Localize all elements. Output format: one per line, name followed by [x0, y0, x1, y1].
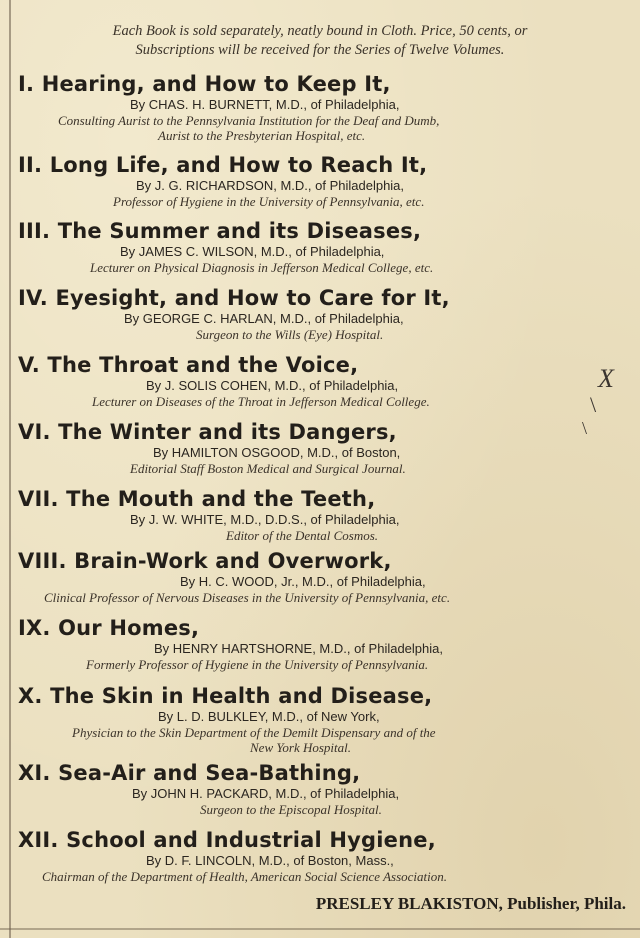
book-title: IX. Our Homes, — [18, 616, 200, 640]
book-author-role: Editorial Staff Boston Medical and Surgical Journal. — [130, 461, 406, 476]
book-entry-7 — [18, 486, 634, 543]
book-title: XII. School and Industrial Hygiene, — [18, 828, 436, 852]
intro-line-2: Subscriptions will be received for the Series of Twelve Volumes. — [135, 42, 505, 58]
book-title: II. Long Life, and How to Reach It, — [18, 153, 428, 177]
book-entry-1 — [18, 71, 634, 143]
book-author-role: Consulting Aurist to the Pennsylvania Institution for the Deaf and Dumb, — [58, 113, 440, 128]
book-author: By J. G. RICHARDSON, M.D., of Philadelphia, — [136, 178, 405, 193]
margin-mark-x: X — [598, 364, 614, 393]
book-title: VII. The Mouth and the Teeth, — [18, 487, 376, 511]
publisher-imprint: PRESLEY BLAKISTON, Publisher, Phila. — [315, 894, 626, 913]
book-title: VI. The Winter and its Dangers, — [18, 420, 397, 444]
book-entry-10 — [18, 683, 634, 755]
book-title: IV. Eyesight, and How to Care for It, — [18, 286, 450, 310]
margin-mark-stroke: \ — [582, 418, 588, 438]
book-author-role: Chairman of the Department of Health, American Social Science Association. — [42, 869, 447, 884]
book-author: By HAMILTON OSGOOD, M.D., of Boston, — [153, 445, 401, 460]
book-title: V. The Throat and the Voice, — [18, 353, 359, 377]
book-author: By JOHN H. PACKARD, M.D., of Philadelphia, — [132, 786, 400, 801]
book-title: VIII. Brain-Work and Overwork, — [18, 549, 392, 573]
book-title: I. Hearing, and How to Keep It, — [18, 72, 391, 96]
book-author: By L. D. BULKLEY, M.D., of New York, — [158, 709, 380, 724]
book-author-role: Surgeon to the Wills (Eye) Hospital. — [196, 327, 384, 342]
book-entry-2 — [18, 152, 634, 209]
book-author: By GEORGE C. HARLAN, M.D., of Philadelphia, — [124, 311, 404, 326]
book-entry-9 — [18, 615, 634, 672]
bottom-rule — [0, 928, 640, 930]
margin-mark-stroke: \ — [590, 392, 597, 417]
book-author-role: Lecturer on Diseases of the Throat in Jefferson Medical College. — [92, 394, 430, 409]
book-title: XI. Sea-Air and Sea-Bathing, — [18, 761, 361, 785]
book-author: By HENRY HARTSHORNE, M.D., of Philadelphia, — [154, 641, 443, 656]
book-author-role: Editor of the Dental Cosmos. — [226, 528, 379, 543]
book-author: By JAMES C. WILSON, M.D., of Philadelphia, — [120, 244, 385, 259]
left-rule — [9, 0, 11, 938]
book-author-role: Physician to the Skin Department of the Demilt Dispensary and of the — [72, 725, 436, 740]
intro-line-1: Each Book is sold separately, neatly bound in Cloth. Price, 50 cents, or — [112, 23, 528, 39]
book-author-role: Aurist to the Presbyterian Hospital, etc. — [158, 128, 366, 143]
book-title: X. The Skin in Health and Disease, — [18, 684, 433, 708]
book-author-role: New York Hospital. — [250, 740, 352, 755]
book-entry-12 — [18, 827, 634, 884]
book-entry-11 — [18, 760, 634, 817]
book-entry-3 — [18, 218, 634, 275]
book-entry-4 — [18, 285, 634, 342]
book-author: By J. SOLIS COHEN, M.D., of Philadelphia, — [146, 378, 399, 393]
book-author-role: Professor of Hygiene in the University of Pennsylvania, etc. — [113, 194, 425, 209]
book-entry-6 — [18, 419, 634, 476]
book-author-role: Formerly Professor of Hygiene in the University of Pennsylvania. — [86, 657, 429, 672]
intro-note — [0, 22, 640, 60]
book-author-role: Clinical Professor of Nervous Diseases in the University of Pennsylvania, etc. — [44, 590, 451, 605]
book-entry-5 — [18, 352, 634, 409]
book-author: By CHAS. H. BURNETT, M.D., of Philadelphia, — [130, 97, 400, 112]
book-author: By J. W. WHITE, M.D., D.D.S., of Philadelphia, — [130, 512, 400, 527]
book-author: By D. F. LINCOLN, M.D., of Boston, Mass., — [146, 853, 394, 868]
book-author-role: Surgeon to the Episcopal Hospital. — [200, 802, 382, 817]
book-title: III. The Summer and its Diseases, — [18, 219, 422, 243]
book-author: By H. C. WOOD, Jr., M.D., of Philadelphia, — [180, 574, 426, 589]
book-entry-8 — [18, 548, 634, 605]
book-author-role: Lecturer on Physical Diagnosis in Jefferson Medical College, etc. — [90, 260, 434, 275]
